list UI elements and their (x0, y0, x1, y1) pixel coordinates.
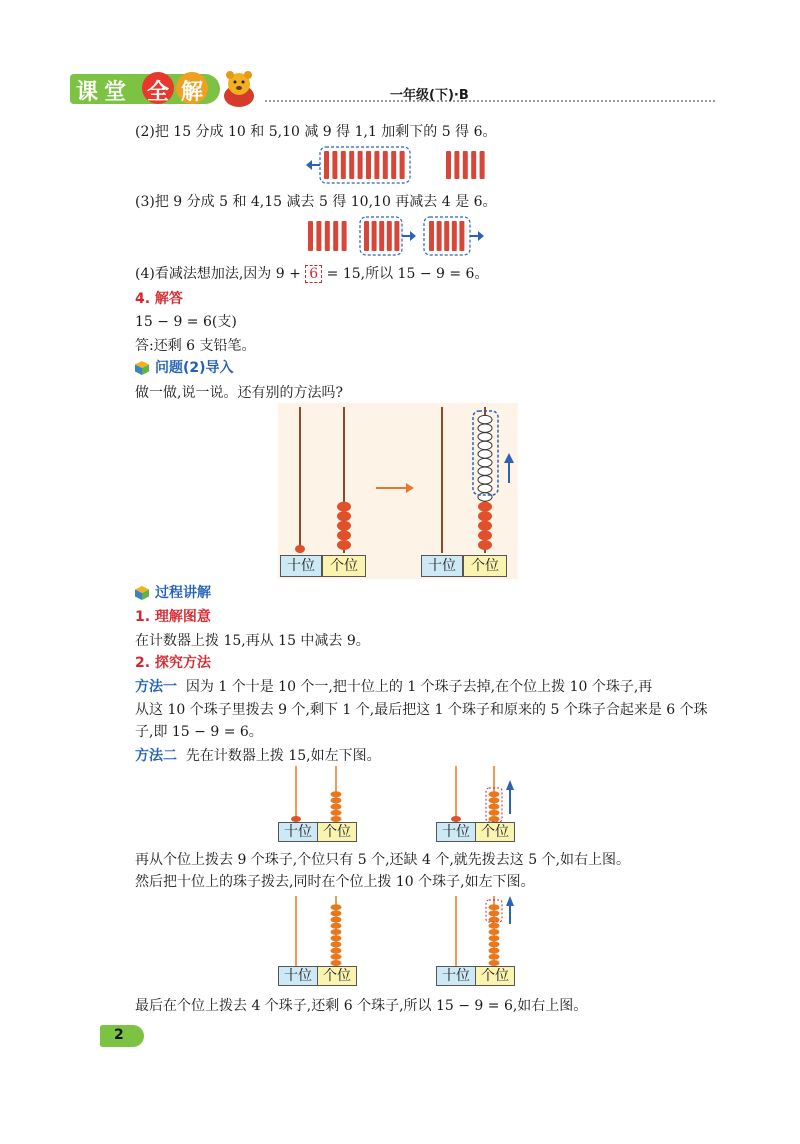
step-2-text: (2)把 15 分成 10 和 5,10 减 9 得 1,1 加剩下的 5 得 6。 (135, 124, 497, 140)
step-4-text-a: (4)看减法想加法,因为 9 + (135, 266, 306, 282)
bead (337, 502, 351, 512)
method-2-line-3: 然后把十位上的珠子拨去,同时在个位上拨 10 个珠子,如左下图。 (135, 874, 535, 890)
bead (478, 540, 492, 550)
bead (331, 904, 342, 910)
stick (391, 151, 396, 179)
grade-label: 一年级(下)·B (390, 88, 469, 103)
bead (331, 804, 342, 810)
tens-label: 十位 (421, 555, 463, 577)
bead (331, 923, 342, 929)
big-abacus-drawing (278, 403, 518, 579)
ones-label: 个位 (475, 966, 515, 986)
header (70, 70, 730, 110)
bead (478, 493, 492, 501)
method-2-label: 方法二 (135, 748, 177, 764)
bead (489, 904, 500, 910)
tens-label: 十位 (278, 822, 318, 842)
stick (444, 221, 449, 251)
bead (478, 441, 492, 449)
brand-char-1: 课 (76, 80, 99, 105)
step-3-text: (3)把 9 分成 5 和 4,15 减去 5 得 10,10 再减去 4 是 6。 (135, 194, 497, 210)
stick (446, 151, 451, 179)
process-heading: 过程讲解 (155, 585, 211, 601)
stick (459, 221, 464, 251)
stick (471, 151, 476, 179)
bead (331, 910, 342, 916)
bead (331, 797, 342, 803)
transition-arrow-head (406, 483, 414, 493)
abacus-row-2-drawing (276, 894, 526, 968)
bead (331, 935, 342, 941)
ones-label: 个位 (317, 966, 357, 986)
bead (331, 791, 342, 797)
bead (478, 467, 492, 475)
big-abacus-figure (278, 403, 518, 579)
stick (358, 151, 363, 179)
step-4-text (135, 264, 488, 284)
stick (324, 151, 329, 179)
understand-heading: 1. 理解图意 (135, 609, 211, 625)
abacus-row-1 (276, 764, 526, 844)
bead (478, 450, 492, 458)
stick (342, 221, 347, 251)
explore-heading: 2. 探究方法 (135, 655, 211, 671)
ones-label: 个位 (475, 822, 515, 842)
bead (489, 804, 500, 810)
bead (489, 935, 500, 941)
stick (387, 221, 392, 251)
stick (437, 221, 442, 251)
bead (489, 941, 500, 947)
up-arrow-head (506, 896, 514, 906)
bead (331, 929, 342, 935)
bead (478, 433, 492, 441)
bead (337, 511, 351, 521)
bead (478, 476, 492, 484)
stick (308, 221, 313, 251)
tens-label: 十位 (436, 966, 476, 986)
cube-icon (134, 585, 150, 601)
brand-char-4: 解 (181, 80, 204, 105)
bead (478, 415, 492, 423)
method-2-text: 先在计数器上拨 15,如左下图。 (185, 748, 381, 764)
answer-box: 6 (305, 265, 322, 283)
tens-label: 十位 (280, 555, 322, 577)
bead (337, 540, 351, 550)
stick (454, 151, 459, 179)
equation: 15 − 9 = 6(支) (135, 314, 237, 330)
stick (333, 221, 338, 251)
sticks-figure-1 (306, 145, 506, 185)
stick (374, 151, 379, 179)
method-1-label: 方法一 (135, 679, 177, 695)
step-4-text-b: = 15,所以 15 − 9 = 6。 (322, 266, 489, 282)
header-dotted-rule (265, 100, 715, 102)
cube-icon (134, 360, 150, 376)
bead (478, 502, 492, 512)
bead (489, 954, 500, 960)
method-2-line-2: 再从个位上拨去 9 个珠子,个位只有 5 个,还缺 4 个,就先拨去这 5 个,如右上图。 (135, 852, 631, 868)
bead (331, 810, 342, 816)
bead (337, 521, 351, 531)
up-arrow-head (506, 780, 514, 790)
bead (478, 521, 492, 531)
sticks-figure-2 (306, 215, 506, 257)
stick (400, 151, 405, 179)
understand-text: 在计数器上拨 15,再从 15 中减去 9。 (135, 633, 370, 649)
stick (394, 221, 399, 251)
stick (480, 151, 485, 179)
method-1-text: 因为 1 个十是 10 个一,把十位上的 1 个珠子去掉,在个位上拨 10 个珠子,再 (185, 679, 653, 695)
tens-bead (295, 545, 305, 553)
right-arrow-head (478, 231, 484, 241)
up-arrow-head (504, 453, 514, 463)
abacus-row-1-drawing (276, 764, 526, 824)
bead (489, 791, 500, 797)
stick (332, 151, 337, 179)
stick (429, 221, 434, 251)
question-2-heading: 问题(2)导入 (155, 360, 234, 376)
answer-heading: 4. 解答 (135, 291, 183, 307)
stick (372, 221, 377, 251)
ones-label: 个位 (317, 822, 357, 842)
method-2-line-1 (135, 746, 381, 766)
bead (331, 917, 342, 923)
brand-char-2: 堂 (104, 80, 127, 105)
stick (316, 221, 321, 251)
tens-label: 十位 (278, 966, 318, 986)
final-line: 最后在个位上拨去 4 个珠子,还剩 6 个珠子,所以 15 − 9 = 6,如右上图。 (135, 998, 588, 1014)
tens-label: 十位 (436, 822, 476, 842)
stick (325, 221, 330, 251)
bead (478, 530, 492, 540)
stick (349, 151, 354, 179)
page-number: 2 (114, 1027, 124, 1043)
bead (331, 941, 342, 947)
bead (489, 797, 500, 803)
bead (331, 954, 342, 960)
stick (379, 221, 384, 251)
stick (452, 221, 457, 251)
bead (489, 910, 500, 916)
ones-label: 个位 (322, 555, 366, 577)
bead (478, 424, 492, 432)
right-arrow-head (410, 231, 416, 241)
left-arrow-head (306, 160, 312, 170)
stick (383, 151, 388, 179)
bead (489, 923, 500, 929)
bead (478, 511, 492, 521)
question-2-text: 做一做,说一说。还有别的方法吗? (135, 385, 343, 401)
bead (337, 530, 351, 540)
abacus-row-2 (276, 894, 526, 990)
bead (478, 458, 492, 466)
bead (331, 948, 342, 954)
ones-label: 个位 (463, 555, 507, 577)
stick (341, 151, 346, 179)
stick (463, 151, 468, 179)
brand-char-3: 全 (147, 80, 170, 105)
method-1-line-3: 子,即 15 − 9 = 6。 (135, 724, 263, 740)
bead (478, 484, 492, 492)
stick (364, 221, 369, 251)
bear-mascot-icon (218, 70, 260, 108)
bead (489, 929, 500, 935)
bead (489, 948, 500, 954)
answer-sentence: 答:还剩 6 支铅笔。 (135, 338, 256, 354)
method-1-line-1 (135, 677, 652, 697)
bead (489, 810, 500, 816)
method-1-line-2: 从这 10 个珠子里拨去 9 个,剩下 1 个,最后把这 1 个珠子和原来的 5 个珠子合起来是 6 个珠 (135, 702, 708, 718)
stick (366, 151, 371, 179)
